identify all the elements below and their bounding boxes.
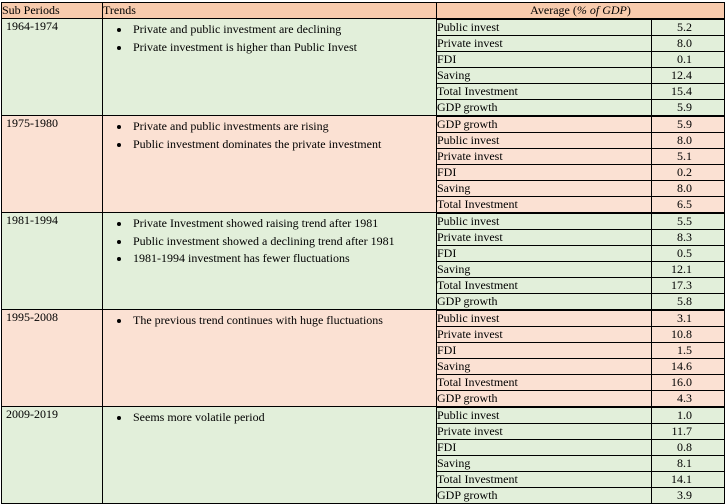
indicator-name: GDP growth [437,117,651,133]
indicator-name: Private invest [437,149,651,165]
table-body [2,19,725,504]
indicator-value: 6.5 [651,197,724,213]
indicator-value: 5.2 [651,20,724,36]
indicator-name: Public invest [437,20,651,36]
indicator-row [437,100,724,116]
indicator-row [437,327,724,343]
indicator-name: Total Investment [437,197,651,213]
indicator-name: Total Investment [437,472,651,488]
indicator-value: 16.0 [651,375,724,391]
average-cell [437,116,725,213]
indicator-row [437,294,724,310]
indicator-name: Saving [437,181,651,197]
indicator-value: 8.1 [651,456,724,472]
indicator-name: Private invest [437,230,651,246]
trends-cell [103,116,437,213]
indicator-value: 8.0 [651,181,724,197]
trend-item: • Seems more volatile period [131,409,432,427]
trend-item: • Private investment is higher than Public Invest [131,39,432,57]
sub-period-label: 1995-2008 [2,310,103,407]
sub-period-label: 1975-1980 [2,116,103,213]
indicator-name: FDI [437,165,651,181]
indicator-row [437,149,724,165]
indicator-row [437,36,724,52]
indicator-row [437,278,724,294]
average-cell [437,310,725,407]
indicator-name: Saving [437,262,651,278]
trend-item: • Private and public investment are declining [131,21,432,39]
indicator-table [437,19,724,115]
indicator-value: 11.7 [651,424,724,440]
indicator-name: FDI [437,52,651,68]
header-average-prefix: Average ( [530,3,577,17]
indicator-table [437,116,724,212]
indicator-name: Public invest [437,133,651,149]
trend-list [117,118,432,153]
indicator-row [437,181,724,197]
indicator-value: 17.3 [651,278,724,294]
indicator-value: 0.8 [651,440,724,456]
average-cell [437,407,725,504]
trends-cell [103,213,437,310]
trends-cell [103,407,437,504]
period-row [2,407,725,504]
indicator-name: Saving [437,68,651,84]
header-average-suffix: ) [626,3,631,17]
trend-item: • 1981-1994 investment has fewer fluctuations [131,250,432,268]
average-cell [437,19,725,116]
indicator-name: Saving [437,456,651,472]
indicator-value: 5.9 [651,100,724,116]
indicator-name: FDI [437,440,651,456]
indicator-row [437,359,724,375]
trend-list [117,312,432,330]
investment-trends-table [1,2,725,504]
indicator-row [437,311,724,327]
trend-item: • Public investment showed a declining trend after 1981 [131,233,432,251]
indicator-name: GDP growth [437,488,651,504]
indicator-row [437,456,724,472]
indicator-row [437,488,724,504]
header-row [2,3,725,19]
indicator-row [437,68,724,84]
indicator-name: GDP growth [437,100,651,116]
indicator-value: 8.0 [651,36,724,52]
indicator-name: Public invest [437,408,651,424]
indicator-value: 5.8 [651,294,724,310]
indicator-row [437,84,724,100]
indicator-row [437,20,724,36]
trend-list [117,409,432,427]
trend-item: • Private Investment showed raising trend after 1981 [131,215,432,233]
indicator-row [437,375,724,391]
trends-cell [103,310,437,407]
indicator-value: 14.1 [651,472,724,488]
indicator-row [437,117,724,133]
period-row [2,213,725,310]
indicator-value: 3.1 [651,311,724,327]
indicator-name: Public invest [437,311,651,327]
indicator-name: FDI [437,246,651,262]
trend-item: • The previous trend continues with huge fluctuations [131,312,432,330]
indicator-table [437,213,724,309]
indicator-name: Private invest [437,36,651,52]
indicator-table [437,310,724,406]
trends-cell [103,19,437,116]
period-row [2,19,725,116]
indicator-value: 5.9 [651,117,724,133]
indicator-name: Private invest [437,327,651,343]
indicator-row [437,197,724,213]
indicator-value: 1.5 [651,343,724,359]
indicator-row [437,246,724,262]
average-cell [437,213,725,310]
indicator-name: Private invest [437,424,651,440]
indicator-name: Total Investment [437,84,651,100]
indicator-value: 0.2 [651,165,724,181]
sub-period-label: 1964-1974 [2,19,103,116]
indicator-row [437,165,724,181]
investment-trends-table-wrapper [1,2,725,504]
indicator-name: GDP growth [437,294,651,310]
indicator-value: 5.5 [651,214,724,230]
header-trends: Trends [103,3,437,19]
header-average-unit: % of GDP [576,3,627,17]
indicator-value: 12.4 [651,68,724,84]
indicator-name: Total Investment [437,375,651,391]
indicator-value: 0.1 [651,52,724,68]
indicator-row [437,391,724,407]
indicator-row [437,52,724,68]
indicator-row [437,214,724,230]
indicator-row [437,343,724,359]
header-sub-periods: Sub Periods [2,3,103,19]
indicator-value: 10.8 [651,327,724,343]
indicator-name: GDP growth [437,391,651,407]
indicator-name: FDI [437,343,651,359]
indicator-value: 12.1 [651,262,724,278]
indicator-row [437,440,724,456]
indicator-row [437,408,724,424]
trend-list [117,21,432,56]
indicator-name: Saving [437,359,651,375]
indicator-row [437,133,724,149]
indicator-value: 4.3 [651,391,724,407]
period-row [2,116,725,213]
trend-item: • Public investment dominates the private investment [131,136,432,154]
indicator-value: 15.4 [651,84,724,100]
indicator-value: 5.1 [651,149,724,165]
indicator-value: 14.6 [651,359,724,375]
indicator-value: 8.0 [651,133,724,149]
indicator-value: 0.5 [651,246,724,262]
indicator-table [437,407,724,503]
period-row [2,310,725,407]
indicator-row [437,230,724,246]
indicator-value: 1.0 [651,408,724,424]
indicator-row [437,262,724,278]
trend-list [117,215,432,268]
indicator-name: Public invest [437,214,651,230]
indicator-row [437,472,724,488]
sub-period-label: 1981-1994 [2,213,103,310]
indicator-row [437,424,724,440]
indicator-name: Total Investment [437,278,651,294]
indicator-value: 3.9 [651,488,724,504]
sub-period-label: 2009-2019 [2,407,103,504]
indicator-value: 8.3 [651,230,724,246]
header-average [437,3,725,19]
trend-item: • Private and public investments are rising [131,118,432,136]
